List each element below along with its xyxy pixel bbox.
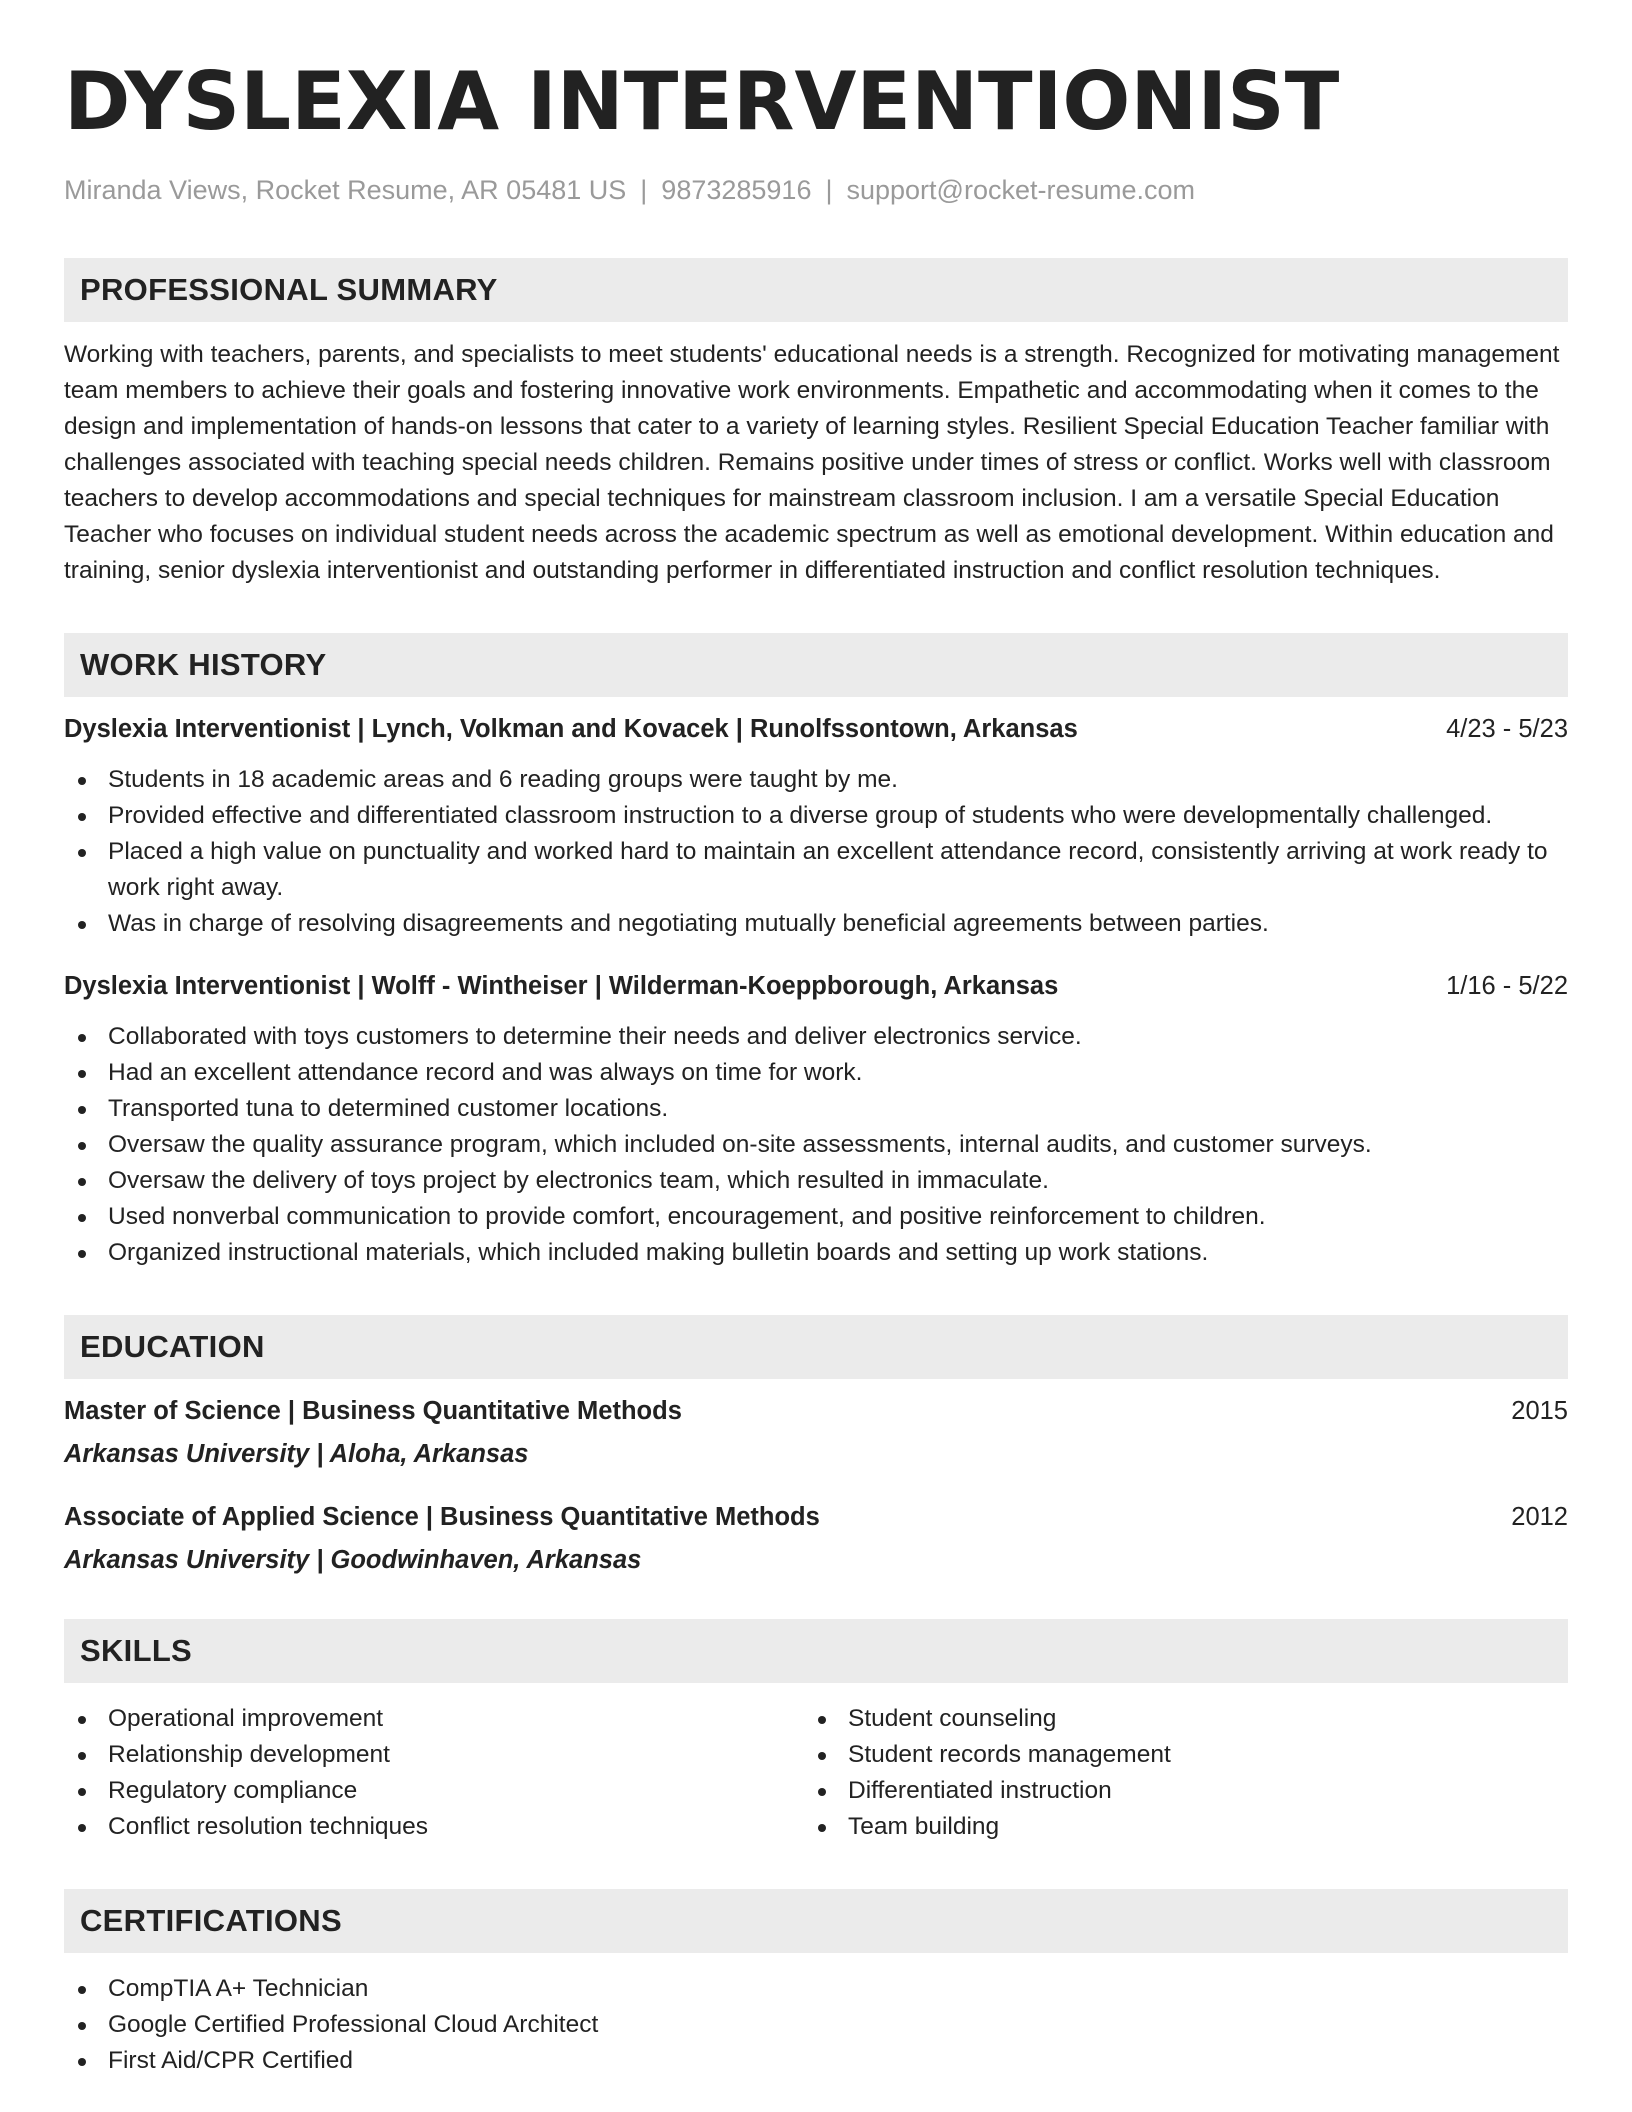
skills-column-left <box>64 1701 804 1845</box>
certifications-list <box>64 1971 1568 2079</box>
skill-item: Regulatory compliance <box>64 1773 804 1809</box>
skill-item: Student counseling <box>804 1701 1544 1737</box>
skill-item: Relationship development <box>64 1737 804 1773</box>
skills-list <box>804 1701 1544 1845</box>
skills-column-right <box>804 1701 1544 1845</box>
job-bullet: Students in 18 academic areas and 6 reading groups were taught by me. <box>64 762 1568 798</box>
job-title: Dyslexia Interventionist | Lynch, Volkman and Kovacek | Runolfssontown, Arkansas <box>64 715 1078 744</box>
section-heading-work: WORK HISTORY <box>64 633 1568 697</box>
job-bullet: Transported tuna to determined customer locations. <box>64 1091 1568 1127</box>
skill-item: Student records management <box>804 1737 1544 1773</box>
job-bullets <box>64 762 1568 942</box>
candidate-name: DYSLEXIA INTERVENTIONIST <box>64 55 1340 148</box>
school-name: Arkansas University | Aloha, Arkansas <box>64 1440 529 1469</box>
job-bullet: Used nonverbal communication to provide comfort, encouragement, and positive reinforcement to children. <box>64 1199 1568 1235</box>
education-header <box>64 1397 1568 1426</box>
contact-address: Miranda Views, Rocket Resume, AR 05481 US <box>64 175 627 205</box>
job-bullets <box>64 1019 1568 1271</box>
contact-phone: 9873285916 <box>661 175 812 205</box>
job-title: Dyslexia Interventionist | Wolff - Wintheiser | Wilderman-Koeppborough, Arkansas <box>64 972 1059 1001</box>
job-bullet: Oversaw the delivery of toys project by electronics team, which resulted in immaculate. <box>64 1163 1568 1199</box>
contact-separator: | <box>825 175 833 205</box>
skill-item: Team building <box>804 1809 1544 1845</box>
contact-line <box>64 174 1568 206</box>
contact-email[interactable]: support@rocket-resume.com <box>846 175 1196 205</box>
job-entry <box>64 715 1568 942</box>
skill-item: Conflict resolution techniques <box>64 1809 804 1845</box>
certification-item: CompTIA A+ Technician <box>64 1971 1568 2007</box>
degree-title: Associate of Applied Science | Business Quantitative Methods <box>64 1503 820 1532</box>
summary-text: Working with teachers, parents, and specialists to meet students' educational needs is a strength. Recognized for motivating management team members to achieve their goals and fostering innovative work environments. Empathetic and accommodating when it comes to the design and implementation of hands-on lessons that cater to a variety of learning styles. Resilient Special Education Teacher familiar with challenges associated with teaching special needs children. Remains positive under times of stress or conflict. Works well with classroom teachers to develop accommodations and special techniques for mainstream classroom inclusion. I am a versatile Special Education Teacher who focuses on individual student needs across the academic spectrum as well as emotional development. Within education and training, senior dyslexia interventionist and outstanding performer in differentiated instruction and conflict resolution techniques. <box>64 341 1560 585</box>
contact-separator: | <box>640 175 648 205</box>
job-entry <box>64 972 1568 1271</box>
job-header <box>64 715 1568 744</box>
job-bullet: Collaborated with toys customers to determine their needs and deliver electronics service. <box>64 1019 1568 1055</box>
degree-year: 2015 <box>1511 1397 1568 1426</box>
section-heading-skills: SKILLS <box>64 1619 1568 1683</box>
job-bullet: Oversaw the quality assurance program, which included on-site assessments, internal audits, and customer surveys. <box>64 1127 1568 1163</box>
skill-item: Operational improvement <box>64 1701 804 1737</box>
skills-list <box>64 1701 804 1845</box>
skill-item: Differentiated instruction <box>804 1773 1544 1809</box>
degree-year: 2012 <box>1511 1503 1568 1532</box>
education-entry <box>64 1503 1568 1575</box>
certification-item: First Aid/CPR Certified <box>64 2043 1568 2079</box>
certification-item: Google Certified Professional Cloud Architect <box>64 2007 1568 2043</box>
skills-grid <box>64 1701 1568 1845</box>
education-entry <box>64 1397 1568 1469</box>
section-heading-summary: PROFESSIONAL SUMMARY <box>64 258 1568 322</box>
job-header <box>64 972 1568 1001</box>
education-header <box>64 1503 1568 1532</box>
school-name: Arkansas University | Goodwinhaven, Arkansas <box>64 1546 642 1575</box>
job-dates: 1/16 - 5/22 <box>1446 972 1568 1001</box>
job-bullet: Provided effective and differentiated classroom instruction to a diverse group of students who were developmentally challenged. <box>64 798 1568 834</box>
job-bullet: Placed a high value on punctuality and worked hard to maintain an excellent attendance record, consistently arriving at work ready to work right away. <box>64 834 1568 906</box>
section-heading-education: EDUCATION <box>64 1315 1568 1379</box>
job-bullet: Organized instructional materials, which included making bulletin boards and setting up work stations. <box>64 1235 1568 1271</box>
job-bullet: Had an excellent attendance record and was always on time for work. <box>64 1055 1568 1091</box>
section-heading-certifications: CERTIFICATIONS <box>64 1889 1568 1953</box>
job-dates: 4/23 - 5/23 <box>1446 715 1568 744</box>
degree-title: Master of Science | Business Quantitative Methods <box>64 1397 682 1426</box>
job-bullet: Was in charge of resolving disagreements and negotiating mutually beneficial agreements between parties. <box>64 906 1568 942</box>
